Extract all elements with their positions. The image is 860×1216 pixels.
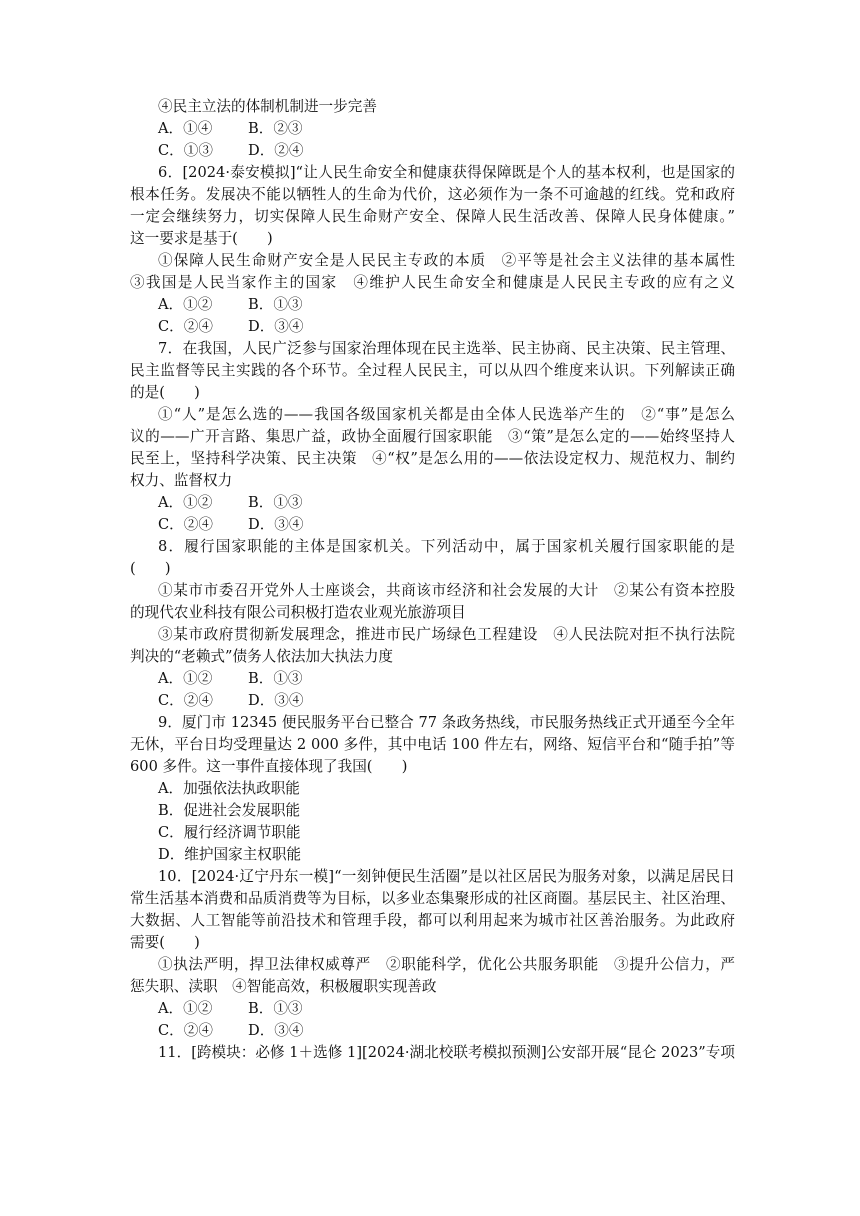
option-row	[130, 140, 735, 162]
question-10-line: 常生活基本消费和品质消费等为目标，以多业态集聚形成的社区商圈。基层民主、社区治理、	[130, 890, 735, 907]
option-b: B．①③	[248, 494, 303, 511]
option-row	[130, 668, 735, 690]
option-c: C．②④	[158, 692, 213, 709]
question-8-statement: 的现代农业科技有限公司积极打造农业观光旅游项目	[130, 604, 466, 621]
question-10-line: 大数据、人工智能等前沿技术和管理手段，都可以利用起来为城市社区善治服务。为此政府	[130, 912, 735, 929]
option-a: A．①②	[158, 296, 213, 313]
option-c: C．②④	[158, 318, 213, 335]
question-9-line: 无休，平台日均受理量达 2 000 多件，其中电话 100 件左右，网络、短信平台和“随手拍”等	[130, 736, 735, 753]
document-page	[130, 96, 735, 1064]
question-11-line: 11．[跨模块：必修 1＋选修 1][2024·湖北校联考模拟预测]公安部开展“昆仑 2023”专项	[158, 1044, 735, 1061]
question-9-line: 9．厦门市 12345 便民服务平台已整合 77 条政务热线，市民服务热线正式开通至今全年	[158, 714, 735, 731]
option-b: B．促进社会发展职能	[158, 802, 301, 819]
option-b: B．①③	[248, 296, 303, 313]
option-d: D．维护国家主权职能	[158, 846, 302, 863]
question-7-line: 民主监督等民主实践的各个环节。全过程人民民主，可以从四个维度来认识。下列解读正确	[130, 362, 735, 379]
option-a: A．加强依法执政职能	[158, 780, 300, 797]
option-row	[130, 492, 735, 514]
option-b: B．①③	[248, 1000, 303, 1017]
question-7-statement: 权力、监督权力	[130, 472, 233, 489]
question-10-statement: 惩失职、渎职 ④智能高效，积极履职实现善政	[130, 978, 437, 995]
question-7-line: 7．在我国，人民广泛参与国家治理体现在民主选举、民主协商、民主决策、民主管理、	[158, 340, 735, 357]
question-6-line: 一定会继续努力，切实保障人民生命财产安全、保障人民生活改善、保障人民身体健康。”	[130, 208, 735, 225]
question-10-statement: ①执法严明，捍卫法律权威尊严 ②职能科学，优化公共服务职能 ③提升公信力，严	[158, 956, 735, 973]
option-a: A．①②	[158, 670, 213, 687]
question-10-line: 10．[2024·辽宁丹东一模]“一刻钟便民生活圈”是以社区居民为服务对象，以满足居民日	[158, 868, 735, 885]
option-a: A．①②	[158, 494, 213, 511]
question-7-statement: 民至上，坚持科学决策、民主决策 ④“权”是怎么用的——依法设定权力、规范权力、制约	[130, 450, 735, 467]
question-8-line: 8．履行国家职能的主体是国家机关。下列活动中，属于国家机关履行国家职能的是	[158, 538, 735, 555]
option-row	[130, 118, 735, 140]
option-c: C．②④	[158, 1022, 213, 1039]
option-d: D．②④	[248, 142, 304, 159]
question-6-statement: ①保障人民生命财产安全是人民民主专政的本质 ②平等是社会主义法律的基本属性	[158, 252, 735, 269]
question-6-line: 6．[2024·泰安模拟]“让人民生命安全和健康获得保障既是个人的基本权利，也是国家的	[158, 164, 735, 181]
option-a: A．①④	[158, 120, 213, 137]
question-6-line: 根本任务。发展决不能以牺牲人的生命为代价，这必须作为一条不可逾越的红线。党和政府	[130, 186, 735, 203]
question-6-line: 这一要求是基于( )	[130, 230, 273, 247]
option-c: C．履行经济调节职能	[158, 824, 301, 841]
question-8-statement: ①某市市委召开党外人士座谈会，共商该市经济和社会发展的大计 ②某公有资本控股	[158, 582, 735, 599]
question-7-line: 的是( )	[130, 384, 200, 401]
question-7-statement: ①“人”是怎么选的——我国各级国家机关都是由全体人民选举产生的 ②“事”是怎么	[158, 406, 735, 423]
question-8-statement: ③某市政府贯彻新发展理念，推进市民广场绿色工程建设 ④人民法院对拒不执行法院	[158, 626, 735, 643]
question-6-statement: ③我国是人民当家作主的国家 ④维护人民生命安全和健康是人民民主专政的应有之义	[130, 274, 735, 291]
option-b: B．②③	[248, 120, 303, 137]
question-8-statement: 判决的“老赖式”债务人依法加大执法力度	[130, 648, 394, 665]
question-8-line: ( )	[130, 560, 171, 577]
option-c: C．①③	[158, 142, 213, 159]
option-d: D．③④	[248, 692, 304, 709]
option-row	[130, 294, 735, 316]
option-d: D．③④	[248, 1022, 304, 1039]
option-a: A．①②	[158, 1000, 213, 1017]
option-row	[130, 316, 735, 338]
text-line: ④民主立法的体制机制进一步完善	[158, 98, 377, 115]
option-row	[130, 514, 735, 536]
option-b: B．①③	[248, 670, 303, 687]
option-d: D．③④	[248, 516, 304, 533]
question-9-line: 600 多件。这一事件直接体现了我国( )	[130, 758, 408, 775]
question-10-line: 需要( )	[130, 934, 200, 951]
option-c: C．②④	[158, 516, 213, 533]
option-d: D．③④	[248, 318, 304, 335]
option-row	[130, 998, 735, 1020]
question-7-statement: 议的——广开言路、集思广益，政协全面履行国家职能 ③“策”是怎么定的——始终坚持人	[130, 428, 735, 445]
option-row	[130, 690, 735, 712]
option-row	[130, 1020, 735, 1042]
